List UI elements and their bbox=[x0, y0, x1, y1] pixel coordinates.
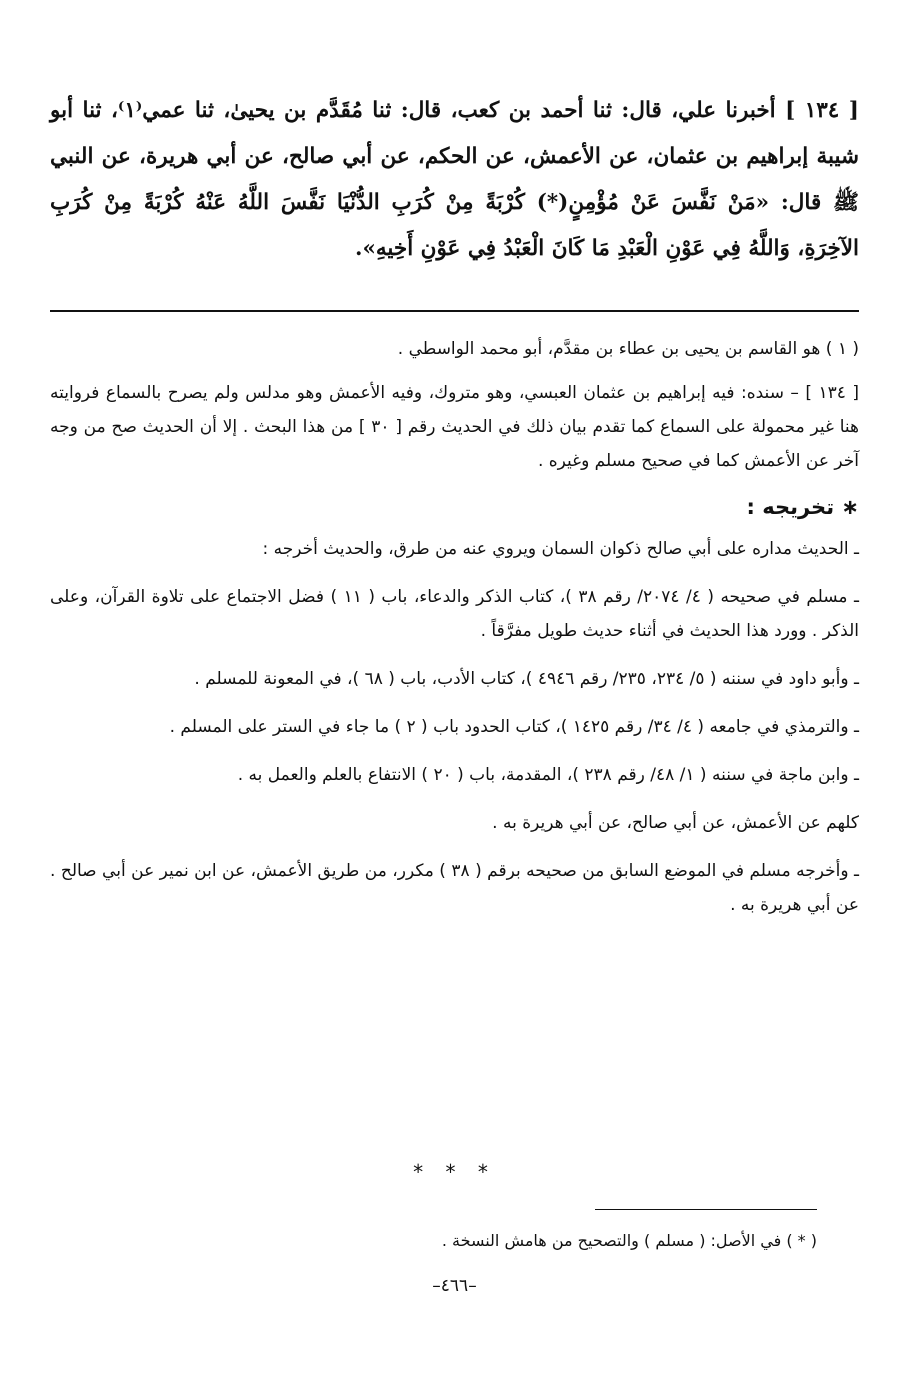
page-number: –٤٦٦– bbox=[432, 1276, 477, 1296]
isnad-note: [ ١٣٤ ] – سنده: فيه إبراهيم بن عثمان العبسي، وهو متروك، وفيه الأعمش وهو مدلس ولم يصرح بالسماع فروايته هنا غير محمولة على السماع كما تقدم بيان ذلك في الحديث رقم [ ٣٠ ] من هذا البحث . إلا أن الحديث صح من وجه آخر عن الأعمش كما في صحيح مسلم وغيره . bbox=[50, 383, 859, 471]
separator-stars: * * * bbox=[413, 1160, 496, 1184]
footnote-divider bbox=[595, 1209, 817, 1210]
takhrij-item: ـ والترمذي في جامعه ( ٤/ ٣٤/ رقم ١٤٢٥ )، كتاب الحدود باب ( ٢ ) ما جاء في الستر على المسلم . bbox=[169, 717, 859, 737]
takhrij-item: ـ وأبو داود في سننه ( ٥/ ٢٣٤، ٢٣٥/ رقم ٤٩٤٦ )، كتاب الأدب، باب ( ٦٨ )، في المعونة للمسلم . bbox=[194, 669, 859, 689]
takhrij-item: ـ وابن ماجة في سننه ( ١/ ٤٨/ رقم ٢٣٨ )، المقدمة، باب ( ٢٠ ) الانتفاع بالعلم والعمل به . bbox=[237, 765, 859, 785]
takhrij-item: ـ الحديث مداره على أبي صالح ذكوان السمان ويروي عنه من طرق، والحديث أخرجه : bbox=[262, 539, 859, 559]
takhrij-item: ـ مسلم في صحيحه ( ٤/ ٢٠٧٤/ رقم ٣٨ )، كتاب الذكر والدعاء، باب ( ١١ ) فضل الاجتماع على تلاوة القرآن، وعلى الذكر . وورد هذا الحديث في أثناء حديث طويل مفرَّقاً . bbox=[50, 587, 859, 641]
takhrij-item: كلهم عن الأعمش، عن أبي صالح، عن أبي هريرة به . bbox=[492, 813, 859, 833]
main-divider bbox=[50, 310, 859, 312]
footnote-1: ( ١ ) هو القاسم بن يحيى بن عطاء بن مقدَّم، أبو محمد الواسطي . bbox=[397, 339, 859, 359]
hadith-main-text: [ ١٣٤ ] أخبرنا علي، قال: ثنا أحمد بن كعب، قال: ثنا مُقَدَّم بن يحيىٰ، ثنا عمي⁽١⁾، ثنا أبو شيبة إبراهيم بن عثمان، عن الأعمش، عن الحكم، عن أبي صالح، عن أبي هريرة، عن النبي ﷺ قال: «مَنْ نَفَّسَ عَنْ مُؤْمِنٍ(*) كُرْبَةً مِنْ كُرَبِ الدُّنْيَا نَفَّسَ اللَّهُ عَنْهُ كُرْبَةً مِنْ كُرَبِ الآخِرَةِ، وَاللَّهُ فِي عَوْنِ الْعَبْدِ مَا كَانَ الْعَبْدُ فِي عَوْنِ أَخِيهِ». bbox=[50, 98, 859, 261]
takhrij-heading: ∗ تخريجه : bbox=[746, 495, 859, 519]
footnote-star: ( * ) في الأصل: ( مسلم ) والتصحيح من هامش النسخة . bbox=[441, 1231, 817, 1250]
takhrij-item: ـ وأخرجه مسلم في الموضع السابق من صحيحه برقم ( ٣٨ ) مكرر، من طريق الأعمش، عن ابن نمير عن أبي صالح . عن أبي هريرة به . bbox=[50, 861, 859, 915]
notes-section bbox=[50, 332, 859, 936]
